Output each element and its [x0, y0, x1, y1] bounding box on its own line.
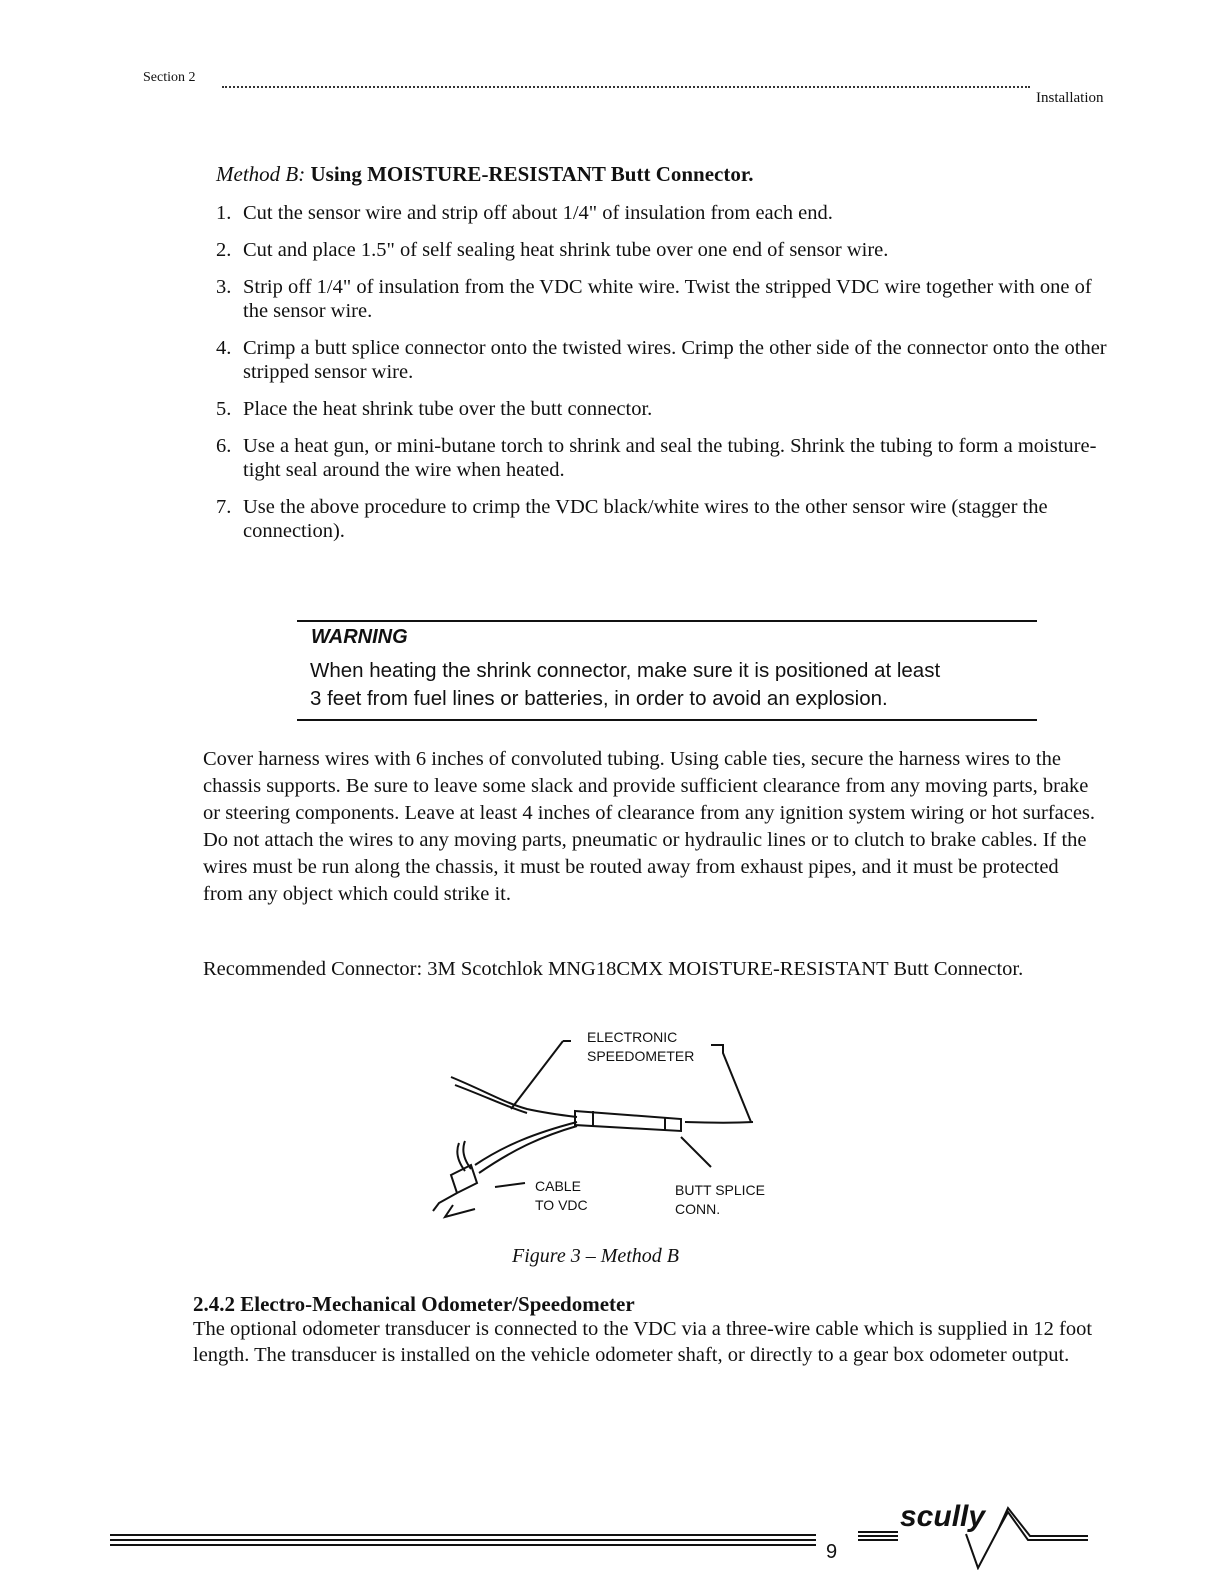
step-text: Place the heat shrink tube over the butt connector.: [243, 398, 653, 420]
step-number: 7.: [216, 496, 232, 518]
step-text: Cut the sensor wire and strip off about 1/4" of insulation from each end.: [243, 202, 833, 224]
warning-line-2: 3 feet from fuel lines or batteries, in order to avoid an explosion.: [310, 687, 888, 710]
cable-wire-2: [479, 1126, 577, 1173]
logo-wordmark: scully: [900, 1500, 986, 1533]
method-b-prefix: Method B:: [216, 162, 306, 186]
recommended-connector-paragraph: Recommended Connector: 3M Scotchlok MNG18CMX MOISTURE-RESISTANT Butt Connector.: [203, 958, 1024, 980]
step-number: 4.: [216, 337, 232, 359]
footer-rule-2: [110, 1539, 816, 1541]
sensor-wire-left-2: [455, 1085, 527, 1113]
warning-line-1: When heating the shrink connector, make sure it is positioned at least: [310, 659, 941, 682]
page-number: 9: [826, 1541, 838, 1563]
figure-3-diagram: [415, 1025, 795, 1225]
footer-rule-1: [110, 1534, 816, 1536]
warning-bottom-rule: [297, 719, 1037, 721]
speedometer-leader-right: [711, 1045, 751, 1122]
step-text: Cut and place 1.5" of self sealing heat shrink tube over one end of sensor wire.: [243, 239, 889, 261]
warning-box: [297, 620, 1037, 721]
header-section-label: Section 2: [143, 70, 196, 85]
step-text: Strip off 1/4" of insulation from the VDC white wire. Twist the stripped VDC wire together with one of the sensor wire.: [243, 276, 1092, 322]
sensor-wire-left: [451, 1077, 577, 1117]
step-item: [216, 434, 1111, 482]
step-text: Crimp a butt splice connector onto the twisted wires. Crimp the other side of the connector onto the other stripped sensor wire.: [243, 337, 1107, 383]
step-item: [216, 201, 1111, 225]
step-text: Use the above procedure to crimp the VDC black/white wires to the other sensor wire (stagger the connection).: [243, 496, 1048, 542]
warning-title: WARNING: [311, 626, 408, 648]
step-text: Use a heat gun, or mini-butane torch to shrink and seal the tubing. Shrink the tubing to form a moisture-tight seal around the wire when heated.: [243, 435, 1097, 481]
label-cable-to-vdc: CABLE TO VDC: [535, 1178, 588, 1213]
splice-leader: [681, 1137, 711, 1167]
step-item: [216, 495, 1111, 543]
method-b-title: Using MOISTURE-RESISTANT Butt Connector.: [310, 162, 754, 186]
method-b-steps: [216, 201, 1111, 556]
method-b-heading: [216, 162, 754, 187]
step-item: [216, 275, 1111, 323]
step-number: 3.: [216, 276, 232, 298]
figure-3-caption: Figure 3 – Method B: [512, 1245, 680, 1267]
step-number: 5.: [216, 398, 232, 420]
header-title: Installation: [1036, 90, 1104, 106]
sensor-wire-right: [685, 1122, 753, 1123]
cable-wire-1: [475, 1122, 577, 1165]
section-242-heading: 2.4.2 Electro-Mechanical Odometer/Speedometer: [193, 1292, 635, 1316]
footer-rules: [110, 1534, 816, 1549]
warning-top-rule: [297, 620, 1037, 622]
step-number: 6.: [216, 435, 232, 457]
header-dot-leader: [222, 86, 1030, 88]
cable-leader: [495, 1183, 525, 1187]
step-number: 2.: [216, 239, 232, 261]
step-item: [216, 336, 1111, 384]
step-item: [216, 397, 1111, 421]
footer-rule-3: [110, 1544, 816, 1546]
label-electronic-speedometer: ELECTRONIC SPEEDOMETER: [587, 1029, 695, 1064]
step-number: 1.: [216, 202, 232, 224]
warning-text: [310, 657, 1037, 713]
cover-harness-paragraph: Cover harness wires with 6 inches of convoluted tubing. Using cable ties, secure the harness wires to the chassis supports. Be sure to leave some slack and provide sufficient clearance from any moving parts, brake or steering components. Leave at least 4 inches of clearance from any ignition system wiring or hot surfaces. Do not attach the wires to any moving parts, pneumatic or hydraulic lines or to clutch to brake cables. If the wires must be run along the chassis, it must be routed away from exhaust pipes, and it must be protected from any object which could strike it.: [203, 748, 1096, 905]
section-242-paragraph: The optional odometer transducer is connected to the VDC via a three-wire cable which is supplied in 12 foot length. The transducer is installed on the vehicle odometer shaft, or directly to a gear box odometer output.: [193, 1318, 1093, 1366]
step-item: [216, 238, 1111, 262]
speedometer-leader-left: [511, 1041, 563, 1109]
label-butt-splice-conn: BUTT SPLICE CONN.: [675, 1182, 765, 1217]
scully-logo: [858, 1500, 1098, 1570]
